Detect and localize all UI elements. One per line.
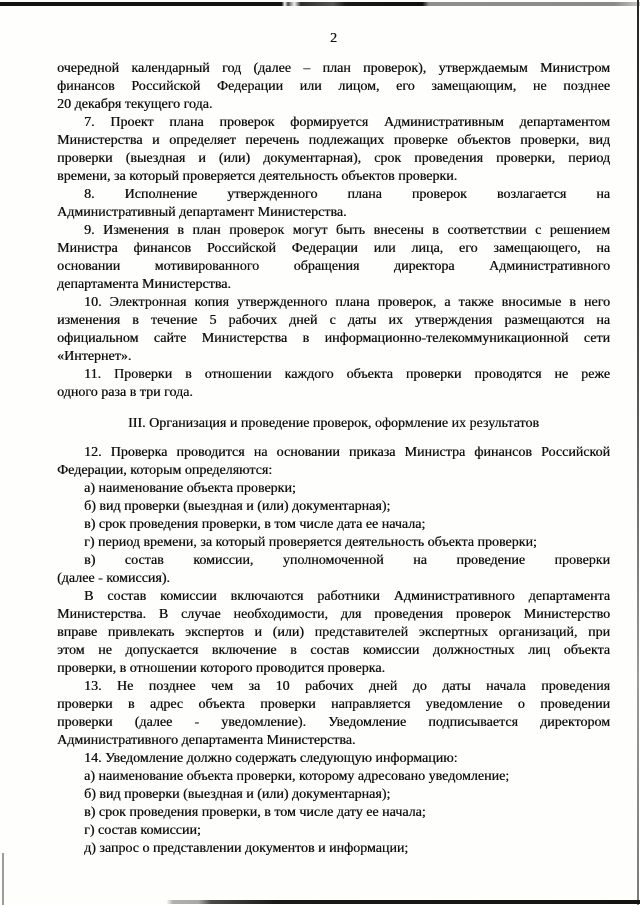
text-line: Министерства. В случае необходимости, для проведения проверок Министерство (57, 607, 610, 622)
paragraph (57, 552, 610, 588)
paragraph (57, 822, 610, 840)
text-line: в) срок проведения проверки, в том числе дата ее начала; (84, 517, 426, 532)
text-line: проверки в адрес объекта проверки направляется уведомление о проведении (57, 697, 610, 712)
text-line: официальном сайте Министерства в информационно-телекоммуникационной сети (57, 331, 610, 346)
scan-edge-left (2, 853, 4, 905)
text-line: Административного департамента Министерства. (57, 733, 356, 748)
text-line: 12. Проверка проводится на основании приказа Министра финансов Российской (84, 445, 610, 460)
text-line: Министерства и определяет перечень подлежащих проверке объектов проверки, вид (57, 133, 610, 148)
paragraph (57, 768, 610, 786)
text-line: одного раза в три года. (57, 385, 193, 400)
paragraph (57, 804, 610, 822)
text-line: финансов Российской Федерации или лицом, его замещающим, не позднее (57, 79, 610, 94)
text-line: в) срок проведения проверки, в том числе дату ее начала; (84, 805, 426, 820)
paragraph (57, 840, 610, 858)
paragraph (57, 222, 610, 294)
paragraph (57, 678, 610, 750)
text-line: проверки (далее - уведомление). Уведомление подписывается директором (57, 715, 610, 730)
text-line: проверки, в отношении которого проводится проверка. (57, 661, 385, 676)
paragraph (57, 750, 610, 768)
text-line: департамента Министерства. (57, 277, 231, 292)
text-column (57, 30, 610, 858)
text-line: в) состав комиссии, уполномоченной на проведение проверки (84, 553, 610, 568)
text-line: г) период времени, за который проверяется деятельность объекта проверки; (84, 535, 537, 550)
paragraph (57, 516, 610, 534)
paragraph (57, 534, 610, 552)
paragraph (57, 186, 610, 222)
paragraph (57, 498, 610, 516)
paragraph (57, 444, 610, 480)
page-number: 2 (330, 31, 337, 46)
paragraph (57, 786, 610, 804)
text-line: б) вид проверки (выездная и (или) документарная); (84, 787, 391, 802)
text-line: (далее - комиссия). (57, 571, 170, 586)
paragraph (57, 366, 610, 402)
section-heading (57, 415, 610, 433)
text-line: этом не допускается включение в состав комиссии должностных лиц объекта (57, 643, 610, 658)
text-line: 10. Электронная копия утвержденного плана проверок, а также вносимые в него (84, 295, 610, 310)
paragraph (57, 588, 610, 678)
text-line: б) вид проверки (выездная и (или) документарная); (84, 499, 391, 514)
text-line: 20 декабря текущего года. (57, 97, 213, 112)
text-line: а) наименование объекта проверки, которому адресовано уведомление; (84, 769, 510, 784)
paragraph (57, 294, 610, 366)
text-line: изменения в течение 5 рабочих дней с даты их утверждения размещаются на (57, 313, 610, 328)
text-line: времени, за который проверяется деятельность объектов проверки. (57, 169, 458, 184)
text-line: а) наименование объекта проверки; (84, 481, 296, 496)
scan-edge-right (637, 0, 639, 905)
text-line: 9. Изменения в план проверок могут быть внесены в соответствии с решением (84, 223, 610, 238)
text-line: В состав комиссии включаются работники Административного департамента (84, 589, 610, 604)
paragraph (57, 60, 610, 114)
paragraph (57, 480, 610, 498)
scan-edge-top (0, 2, 640, 6)
text-line: III. Организация и проведение проверок, оформление их результатов (128, 416, 539, 431)
text-line: вправе привлекать экспертов и (или) представителей экспертных организаций, при (57, 625, 610, 640)
text-line: д) запрос о представлении документов и информации; (84, 841, 409, 856)
text-line: г) состав комиссии; (84, 823, 201, 838)
scan-edge-bottom (0, 900, 640, 904)
text-line: Министра финансов Российской Федерации или лица, его замещающего, на (57, 241, 610, 256)
text-line: «Интернет». (57, 349, 132, 364)
text-line: проверки (выездная и (или) документарная), срок проведения проверки, период (57, 151, 610, 166)
text-line: Административный департамент Министерства. (57, 205, 347, 220)
text-line: Федерации, которым определяются: (57, 463, 273, 478)
text-line: 13. Не позднее чем за 10 рабочих дней до даты начала проведения (84, 679, 610, 694)
text-line: 14. Уведомление должно содержать следующую информацию: (84, 751, 458, 766)
paragraph (57, 114, 610, 186)
text-line: 11. Проверки в отношении каждого объекта проверки проводятся не реже (84, 367, 610, 382)
text-line: основании мотивированного обращения директора Административного (57, 259, 610, 274)
text-line: 7. Проект плана проверок формируется Административным департаментом (84, 115, 610, 130)
text-line: очередной календарный год (далее – план проверок), утверждаемым Министром (57, 61, 610, 76)
text-line: 8. Исполнение утвержденного плана проверок возлагается на (84, 187, 610, 202)
